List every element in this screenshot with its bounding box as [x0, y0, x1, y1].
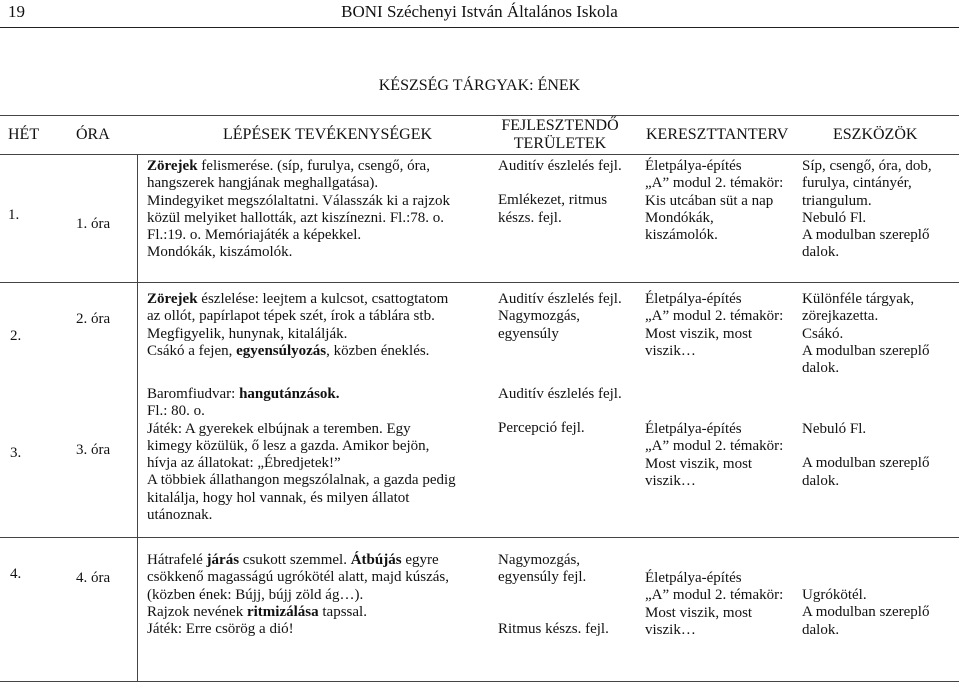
row3-fej-line: Auditív észlelés fejl. [498, 386, 622, 402]
row2-kt-line: Életpálya-építés [645, 291, 742, 307]
row2-esz-line: dalok. [802, 360, 840, 377]
row4-kt-line: „A” modul 2. témakör: [645, 587, 784, 604]
row2-kt-line: „A” modul 2. témakör: [645, 308, 784, 325]
row4-kt-line: Most viszik, most [645, 604, 753, 621]
row1-esz-line: triangulum. [802, 192, 872, 209]
row2-fej-line: Auditív észlelés fejl. [498, 291, 622, 307]
row2-lepes-line: az ollót, papírlapot tépek szét, írok a táblára stb. [147, 308, 435, 325]
row2-fej-line: Nagymozgás, [498, 308, 581, 325]
col-fejlesztendo [490, 117, 630, 153]
row2-esz-line: zörejkazetta. [802, 308, 879, 325]
row1-kt-line: kiszámolók. [645, 227, 718, 244]
row1-esz-line: A modulban szereplő [802, 227, 930, 244]
row4-kerettanterv [645, 570, 795, 639]
row1-kt-line: Kis utcában süt a nap [645, 192, 774, 209]
row1-lepes-line: Fl.:19. o. Memóriajáték a képekkel. [147, 227, 362, 244]
row4-esz-line: A modulban szereplő [802, 604, 930, 621]
row2-lepesek [147, 291, 487, 360]
col-fejlesztendo-line1: FEJLESZTENDŐ [501, 117, 619, 134]
row3-lepes-line: A többiek állathangon megszólalnak, a gazda pedig [147, 472, 456, 489]
row2-het: 2. [10, 328, 22, 344]
row3-lepes-line: Baromfiudvar: hangutánzások. [147, 386, 340, 402]
row4-lepes-line: Játék: Erre csörög a dió! [147, 621, 294, 638]
row3-kt-line: Most viszik, most [645, 455, 753, 472]
row1-kt-line: „A” modul 2. témakör: [645, 175, 784, 192]
table-header-rule [0, 154, 959, 155]
row2-esz-line: Különféle tárgyak, [802, 291, 915, 307]
row4-fej-line [498, 604, 638, 621]
row1-fej-line: Auditív észlelés fejl. [498, 158, 622, 174]
row2-fejlesztendo [498, 291, 638, 343]
row3-kerettanterv [645, 421, 795, 490]
row1-kerettanterv [645, 158, 795, 244]
header-divider [0, 27, 959, 28]
row4-fej-line: Ritmus készs. fejl. [498, 620, 609, 637]
row3-esz-line: A modulban szereplő [802, 455, 930, 472]
row2-kt-line: Most viszik, most [645, 325, 753, 342]
row4-esz-line: dalok. [802, 621, 840, 638]
row3-lepes-line: Fl.: 80. o. [147, 403, 205, 420]
row1-fej-line [498, 175, 638, 192]
row3-lepes-line: hívja az állatokat: „Ébredjetek!” [147, 455, 341, 472]
row1-het: 1. [8, 207, 20, 223]
row3-lepes-line: kitalálja, hogy hol vannak, és milyen állatot [147, 489, 410, 506]
row1-lepes-line: Mindegyiket megszólaltatni. Válasszák ki a rajzok [147, 192, 450, 209]
row4-kt-line: Életpálya-építés [645, 570, 742, 586]
row4-esz-line: Ugrókötél. [802, 587, 867, 603]
row3-fejlesztendo [498, 386, 638, 438]
row3-kt-line: „A” modul 2. témakör: [645, 438, 784, 455]
col-fejlesztendo-line2: TERÜLETEK [513, 135, 607, 152]
column-divider [137, 154, 138, 681]
page-number: 19 [8, 2, 25, 21]
row1-esz-line: Síp, csengő, óra, dob, [802, 158, 932, 174]
row1-lepesek [147, 158, 487, 262]
row1-esz-line: furulya, cintányér, [802, 175, 912, 192]
row3-ora: 3. óra [76, 442, 111, 458]
row3-lepes-line: Játék: A gyerekek elbújnak a teremben. Egy [147, 420, 411, 437]
row2-eszkozok [802, 291, 958, 377]
row4-lepes-line: Rajzok nevének ritmizálása tapssal. [147, 603, 367, 620]
section-title: KÉSZSÉG TÁRGYAK: ÉNEK [378, 77, 581, 94]
col-lepesek: LÉPÉSEK TEVÉKENYSÉGEK [223, 126, 433, 143]
row1-fej-line: Emlékezet, ritmus [498, 192, 608, 209]
school-name: BONI Széchenyi István Általános Iskola [341, 2, 618, 21]
row1-kt-line: Mondókák, [645, 209, 714, 226]
row2-kerettanterv [645, 291, 795, 360]
row2-ora: 2. óra [76, 311, 111, 327]
col-eszkozok: ESZKÖZÖK [833, 126, 918, 143]
row4-kt-line: viszik… [645, 621, 696, 638]
row4-ora: 4. óra [76, 570, 111, 586]
row4-het: 4. [10, 566, 22, 582]
row2-fej-line: egyensúly [498, 325, 559, 342]
row2-esz-line: A modulban szereplő [802, 342, 930, 359]
row3-fej-line [498, 403, 638, 420]
row4-fej-line: Nagymozgás, [498, 552, 581, 568]
row4-eszkozok [802, 587, 958, 639]
row1-ora: 1. óra [76, 216, 111, 232]
row1-lepes-line: Mondókák, kiszámolók. [147, 244, 293, 261]
row4-fej-line: egyensúly fejl. [498, 569, 587, 586]
row1-eszkozok [802, 158, 958, 262]
row1-esz-line: Nebuló Fl. [802, 209, 867, 226]
row2-kt-line: viszik… [645, 342, 696, 359]
row3-het: 3. [10, 445, 22, 461]
row1-fejlesztendo [498, 158, 638, 227]
row1-fej-line: készs. fejl. [498, 209, 562, 226]
col-ora: ÓRA [76, 126, 110, 143]
row2-esz-line: Csákó. [802, 325, 844, 342]
row3-lepes-line: kimegy közülük, ő lesz a gazda. Amikor bejön, [147, 437, 430, 454]
row3-kt-line: viszik… [645, 472, 696, 489]
row1-lepes-line: közül melyiket hallották, azt kiszínezni. Fl.:78. o. [147, 209, 445, 226]
row4-lepes-line: csökkenő magasságú ugrókötél alatt, majd kúszás, [147, 569, 450, 586]
row3-esz-line: dalok. [802, 472, 840, 489]
row4-fej-line [498, 587, 638, 604]
row3-kt-line: Életpálya-építés [645, 421, 742, 437]
row2-lepes-line: Megfigyelik, hunynak, kitalálják. [147, 325, 348, 342]
row1-kt-line: Életpálya-építés [645, 158, 742, 174]
row3-lepesek [147, 386, 492, 524]
col-het: HÉT [8, 126, 40, 143]
row4-lepes-line: (közben ének: Bújj, bújj zöld ág…). [147, 586, 364, 603]
row2-lepes-line: Csákó a fejen, egyensúlyozás, közben éneklés. [147, 342, 430, 359]
row-divider [0, 537, 959, 538]
row1-esz-line: dalok. [802, 244, 840, 261]
row3-esz-line: Nebuló Fl. [802, 421, 867, 437]
page-header [0, 0, 959, 24]
row1-lepes-line: hangszerek hangjának meghallgatása). [147, 175, 379, 192]
row3-lepes-line: utánoznak. [147, 507, 213, 524]
col-kerettanterv: KERESZTTANTERV [646, 126, 789, 143]
row4-fejlesztendo [498, 552, 638, 638]
row4-lepesek [147, 552, 492, 638]
row2-lepes-line: Zörejek észlelése: leejtem a kulcsot, csattogtatom [147, 291, 449, 307]
row1-lepes-line: Zörejek felismerése. (síp, furulya, csengő, óra, [147, 158, 430, 174]
row4-lepes-line: Hátrafelé járás csukott szemmel. Átbújás egyre [147, 552, 439, 568]
row3-esz-line [802, 438, 958, 455]
row-divider [0, 282, 959, 283]
row3-fej-line: Percepció fejl. [498, 420, 585, 437]
table-top-rule [0, 115, 959, 116]
row3-eszkozok [802, 421, 958, 490]
